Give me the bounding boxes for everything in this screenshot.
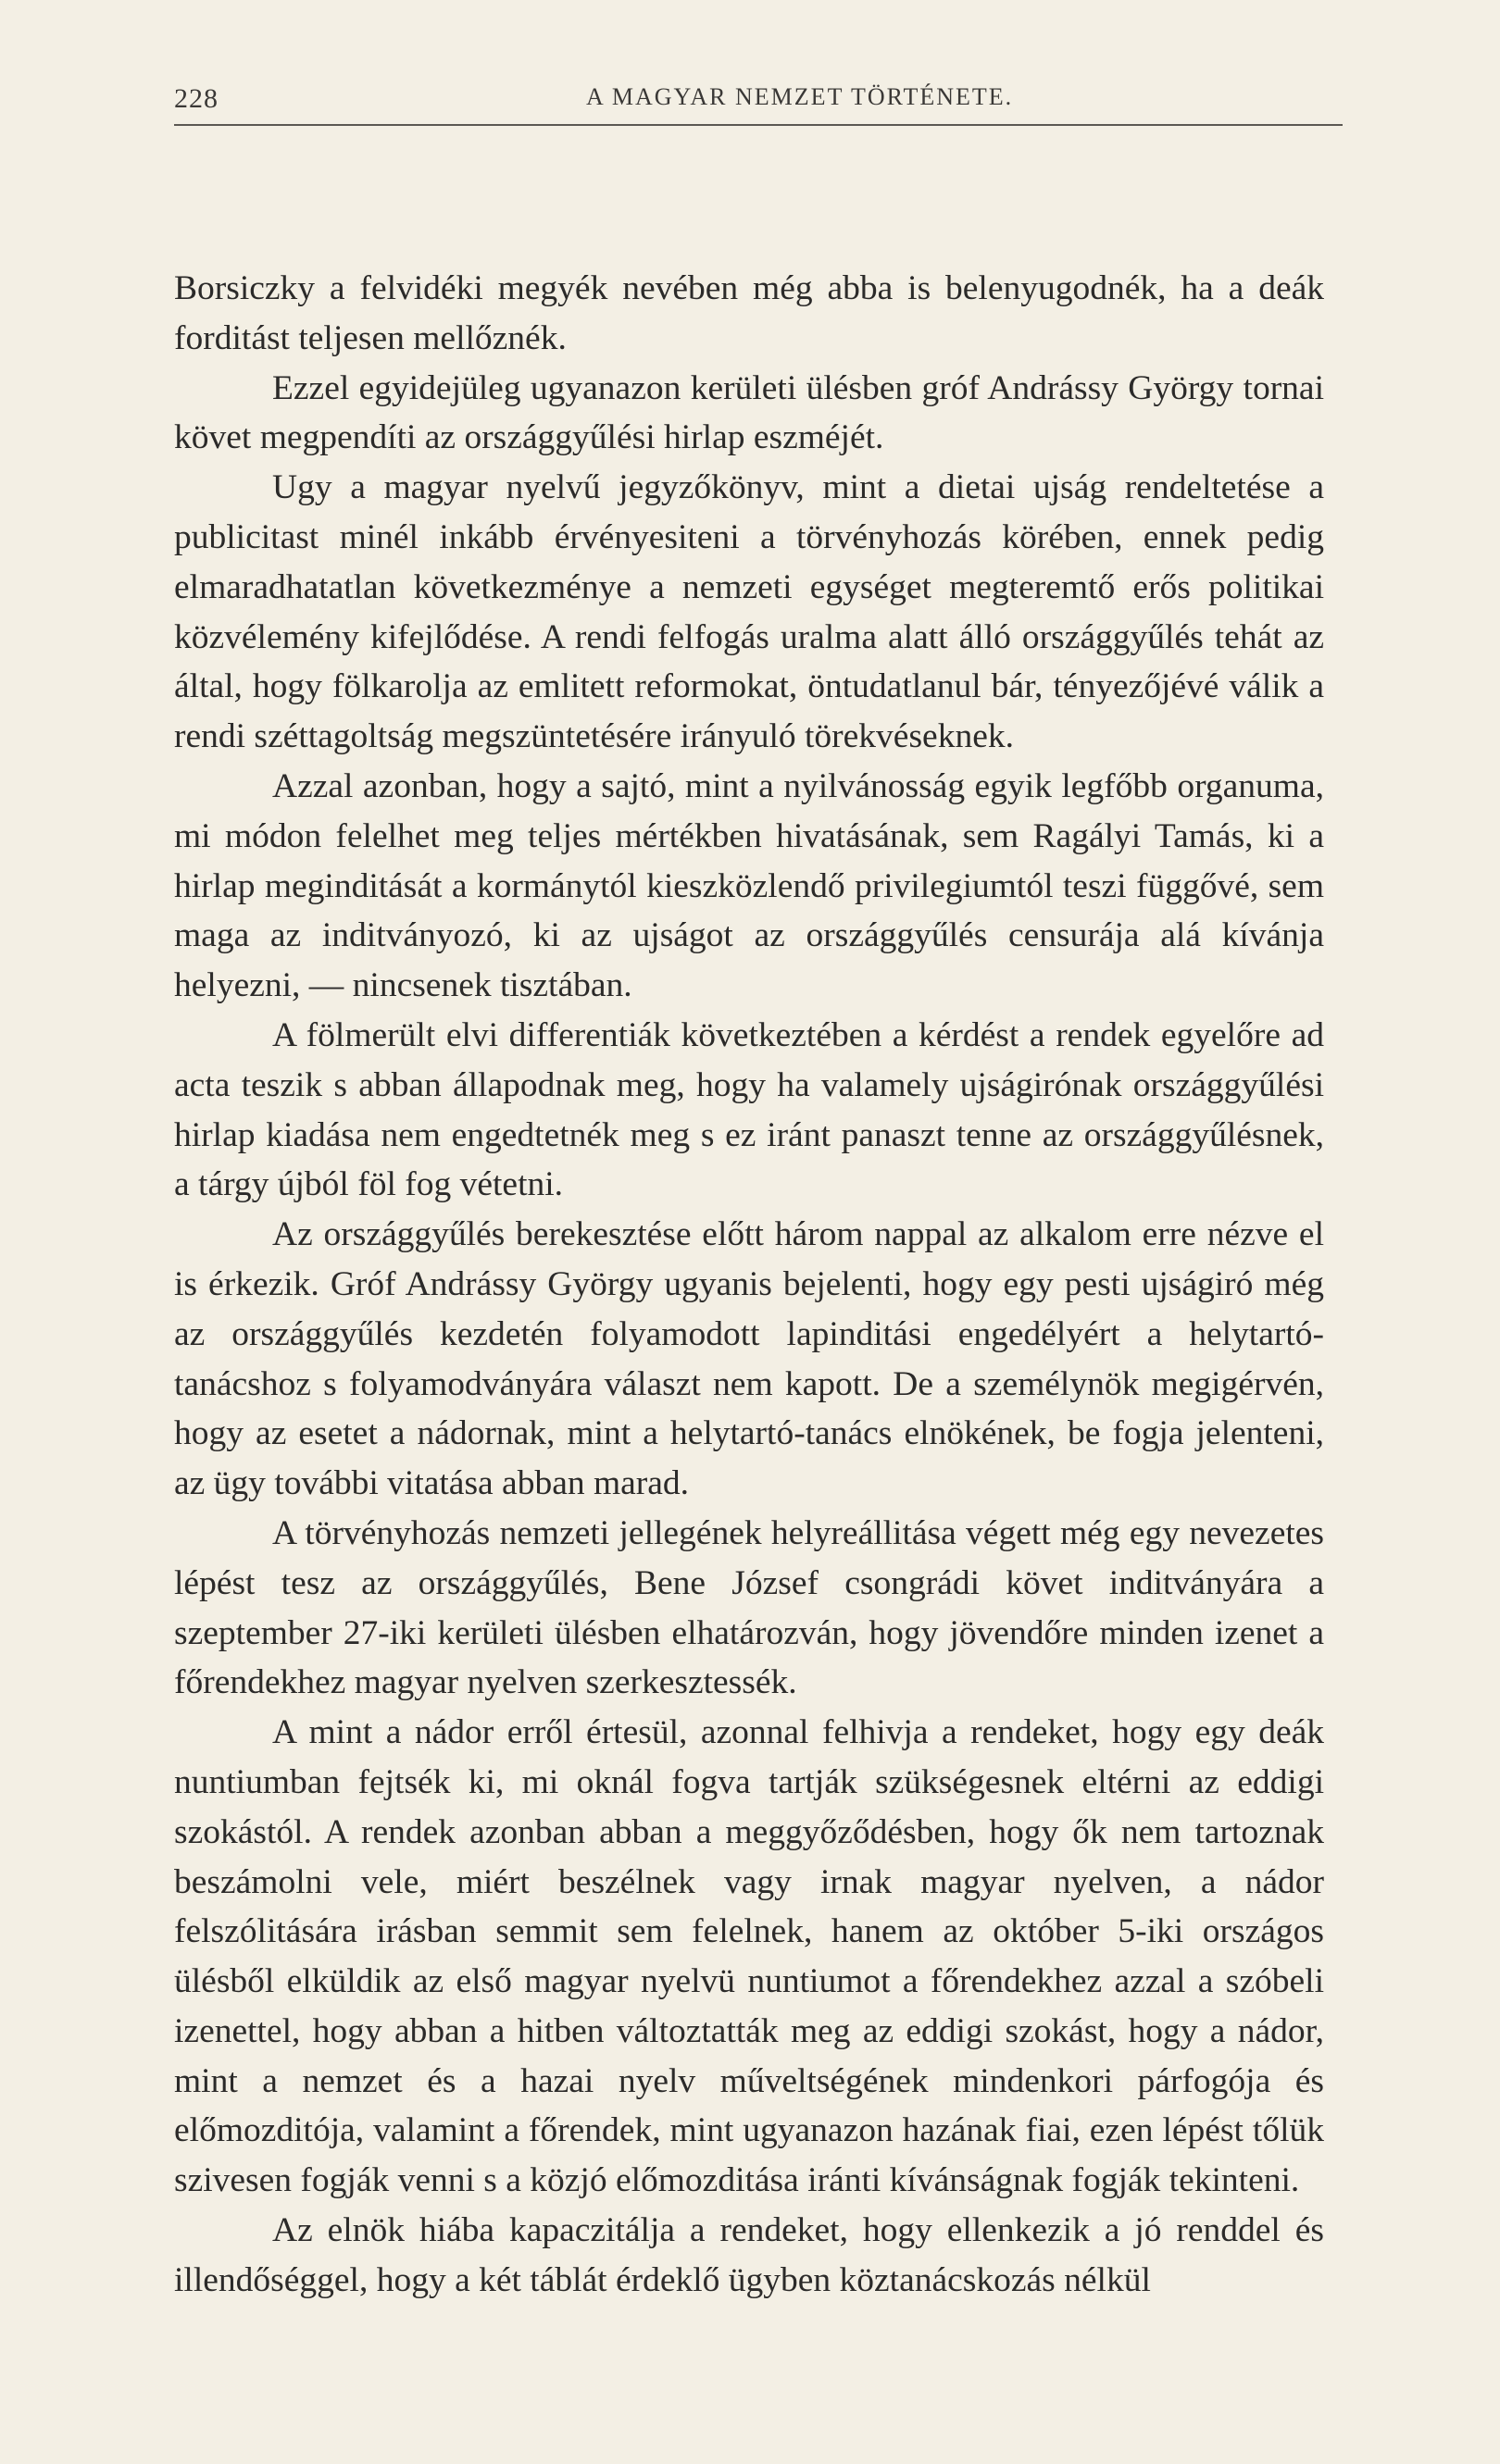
header-rule (174, 124, 1343, 126)
paragraph-6: Az országgyűlés berekesztése előtt három nappal az alkalom erre nézve el is érkezik. Gróf Andrássy György ugyanis bejelenti, hogy egy pesti ujságiró még az országgyűlés kezdetén folyamodott lapinditási engedélyért a helytartó-tanácshoz s folyamodványára választ nem kapott. De a személynök megigérvén, hogy az esetet a nádornak, mint a helytartó-tanács elnökének, be fogja jelenteni, az ügy további vitatása abban marad. (174, 1215, 1324, 1503)
running-header (174, 83, 1324, 139)
paragraph-3: Ugy a magyar nyelvű jegyzőkönyv, mint a dietai ujság rendeltetése a publicitast minél inkább érvényesiteni a törvényhozás körében, ennek pedig elmaradhatatlan következménye a nemzeti egységet megteremtő erős politikai közvélemény kifejlődése. A rendi felfogás uralma alatt álló országgyűlés tehát az által, hogy fölkarolja az emlitett reformokat, öntudatlanul bár, tényezőjévé válik a rendi széttagoltság megszüntetésére irányuló törekvéseknek. (174, 468, 1324, 756)
paragraph-7: A törvényhozás nemzeti jellegének helyreállitása végett még egy nevezetes lépést tesz az országgyűlés, Bene József csongrádi követ inditványára a szeptember 27-iki kerületi ülésben elhatározván, hogy jövendőre minden izenet a főrendekhez magyar nyelven szerkesztessék. (174, 1513, 1324, 1702)
page-number: 228 (174, 83, 219, 114)
paragraph-9: Az elnök hiába kapaczitálja a rendeket, hogy ellenkezik a jó renddel és illendőséggel, hogy a két táblát érdeklő ügyben köztanácskozás nélkül (174, 2211, 1324, 2299)
paragraph-5: A fölmerült elvi differentiák következtében a kérdést a rendek egyelőre ad acta teszik s abban állapodnak meg, hogy ha valamely ujságirónak országgyűlési hirlap kiadása nem engedtetnék meg s ez iránt panaszt tenne az országgyűlésnek, a tárgy újból föl fog vétetni. (174, 1015, 1324, 1204)
paragraph-8: A mint a nádor erről értesül, azonnal felhivja a rendeket, hogy egy deák nuntiumban fejtsék ki, mi oknál fogva tartják szükségesnek eltérni az eddigi szokástól. A rendek azonban abban a meggyőződésben, hogy ők nem tartoznak beszámolni vele, miért beszélnek vagy irnak magyar nyelven, a nádor felszólitására irásban semmit sem felelnek, hanem az október 5-iki országos ülésből elküldik az első magyar nyelvü nuntiumot a főrendekhez azzal a szóbeli izenettel, hogy abban a hitben változtatták meg az eddigi szokást, hogy a nádor, mint a nemzet és a hazai nyelv műveltségének mindenkori párfogója és előmozditója, valamint a főrendek, mint ugyanazon hazának fiai, ezen lépést tőlük szivesen fogják venni s a közjó előmozditása iránti kívánságnak fogják tekinteni. (174, 1713, 1324, 2200)
running-title: A MAGYAR NEMZET TÖRTÉNETE. (586, 83, 1014, 110)
paragraph-4: Azzal azonban, hogy a sajtó, mint a nyilvánosság egyik legfőbb organuma, mi módon felelhet meg teljes mértékben hivatásának, sem Ragályi Tamás, ki a hirlap meginditását a kormánytól kieszközlendő privilegiumtól teszi függővé, sem maga az inditványozó, ki az ujságot az országgyűlés censurája alá kívánja helyezni, — nincsenek tisztában. (174, 766, 1324, 1005)
paragraph-1: Borsiczky a felvidéki megyék nevében még abba is belenyugodnék, ha a deák forditást teljesen mellőznék. (174, 269, 1324, 357)
paragraph-2: Ezzel egyidejüleg ugyanazon kerületi ülésben gróf Andrássy György tornai követ megpendíti az országgyűlési hirlap eszméjét. (174, 368, 1324, 457)
body-text (174, 264, 1324, 2306)
